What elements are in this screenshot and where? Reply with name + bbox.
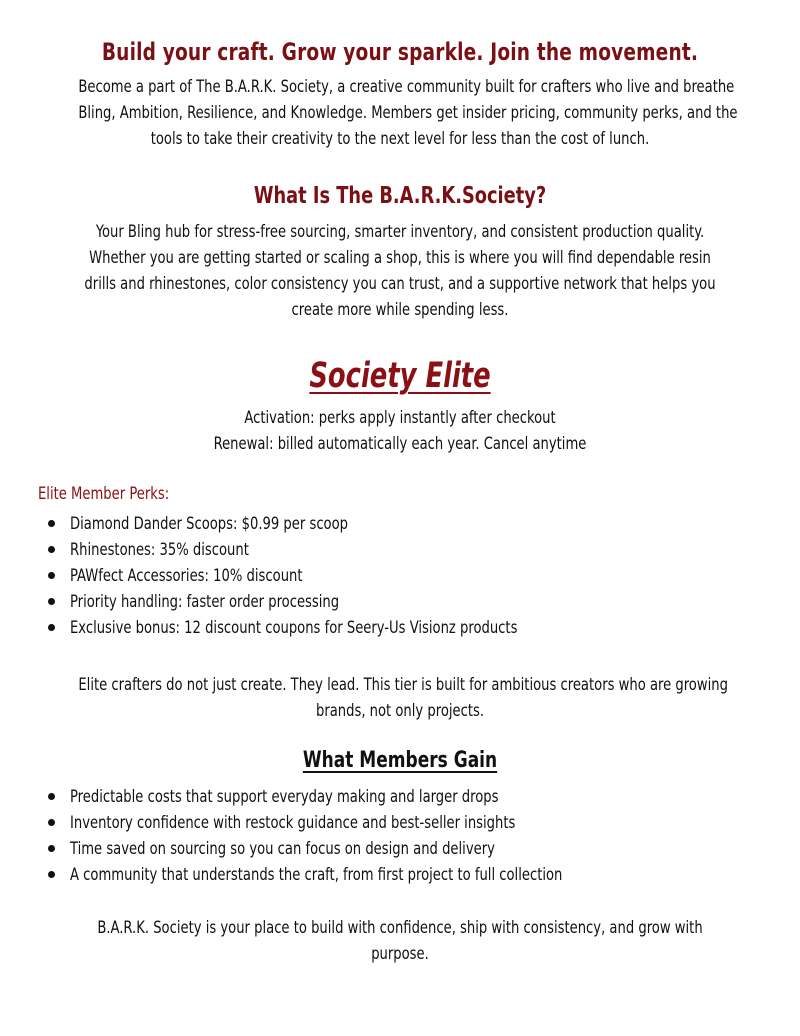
what-is-line: Whether you are getting started or scaling a shop, this is where you will find dependable resin (89, 248, 711, 268)
renewal-line: Renewal: billed automatically each year. Cancel anytime (213, 434, 587, 454)
perk-text: Diamond Dander Scoops: $0.99 per scoop (70, 514, 348, 534)
closing-line: purpose. (371, 944, 429, 964)
bullet-icon (48, 793, 55, 800)
what-is-line: create more while spending less. (291, 300, 509, 320)
gain-text: Time saved on sourcing so you can focus on design and delivery (70, 839, 495, 859)
bullet-icon (48, 520, 55, 527)
elite-details (78, 405, 721, 457)
elite-closing-line: brands, not only projects. (315, 701, 485, 721)
closing-line: B.A.R.K. Society is your place to build with confidence, ship with consistency, and grow with (97, 918, 703, 938)
what-is-paragraph (78, 219, 721, 323)
bullet-icon (48, 871, 55, 878)
bullet-icon (48, 624, 55, 631)
elite-closing-paragraph (78, 672, 728, 724)
gains-heading: What Members Gain (302, 748, 498, 773)
bullet-icon (48, 572, 55, 579)
page-headline: Build your craft. Grow your sparkle. Join the movement. (101, 38, 699, 66)
bullet-icon (48, 845, 55, 852)
what-is-heading: What Is The B.A.R.K.Society? (253, 183, 547, 209)
intro-paragraph (78, 74, 738, 152)
intro-line: tools to take their creativity to the next level for less than the cost of lunch. (150, 129, 650, 149)
gain-text: A community that understands the craft, from first project to full collection (70, 865, 563, 885)
closing-paragraph (78, 915, 721, 967)
what-is-line: drills and rhinestones, color consistency you can trust, and a supportive network that helps you (84, 274, 716, 294)
elite-closing-line: Elite crafters do not just create. They lead. This tier is built for ambitious creators who are growing (78, 675, 728, 695)
perk-text: Exclusive bonus: 12 discount coupons for Seery-Us Visionz products (70, 618, 518, 638)
elite-title: Society Elite (309, 356, 491, 396)
gain-text: Inventory confidence with restock guidance and best-seller insights (70, 813, 516, 833)
bullet-icon (48, 819, 55, 826)
bullet-icon (48, 598, 55, 605)
intro-line: Become a part of The B.A.R.K. Society, a creative community built for crafters who live and breathe (78, 77, 735, 97)
bullet-icon (48, 546, 55, 553)
perk-text: Priority handling: faster order processing (70, 592, 340, 612)
activation-line: Activation: perks apply instantly after checkout (244, 408, 556, 428)
intro-line: Bling, Ambition, Resilience, and Knowledge. Members get insider pricing, community perks, and the (78, 103, 738, 123)
perks-label: Elite Member Perks: (38, 484, 170, 504)
perk-text: PAWfect Accessories: 10% discount (70, 566, 303, 586)
what-is-line: Your Bling hub for stress-free sourcing, smarter inventory, and consistent production quality. (95, 222, 705, 242)
gain-text: Predictable costs that support everyday making and larger drops (70, 787, 499, 807)
perk-text: Rhinestones: 35% discount (70, 540, 249, 560)
